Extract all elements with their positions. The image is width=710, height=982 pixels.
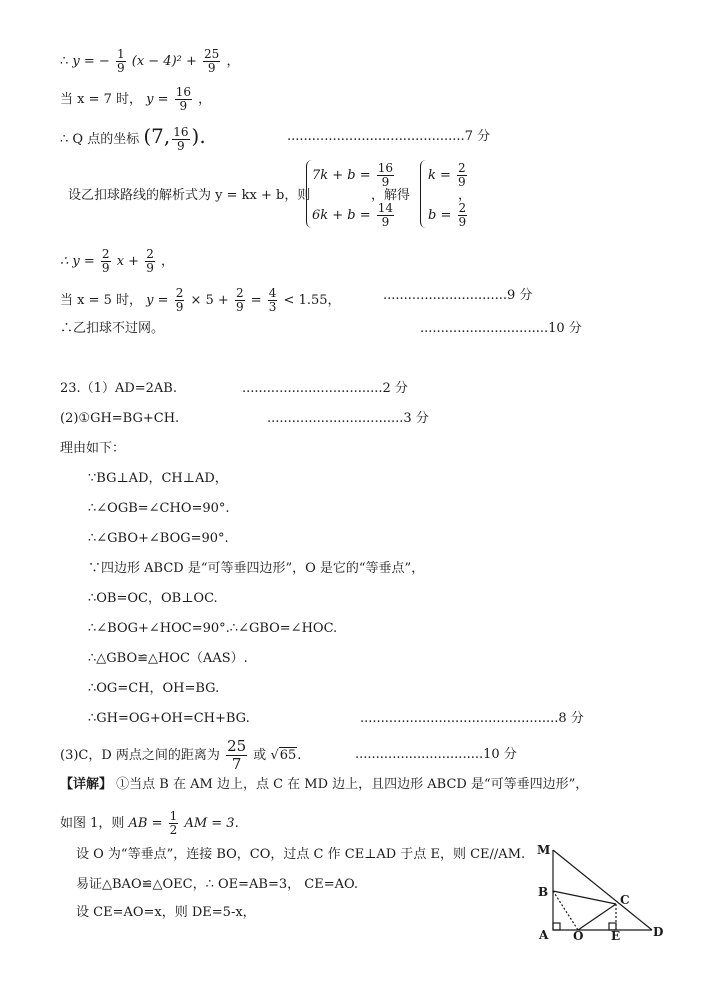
proof-step: ∴∠GBO+∠BOG=90°. [88,531,229,546]
system-eq-2: 6k + b = $\frac{14}{9}$ [312,201,394,229]
score-2: ..................................2 分 [242,381,408,396]
geometry-figure [528,838,678,942]
score-8: ................................................8 分 [360,711,584,726]
proof-step: ∴∠OGB=∠CHO=90°. [88,501,230,516]
let-line-2: 设 CE=AO=x，则 DE=5-x， [76,905,256,920]
label-M: M [537,843,551,857]
label-C: C [620,893,630,907]
q23-2: (2)①GH=BG+CH. [60,411,180,426]
let-line-1: 设 O 为“等垂点”，连接 BO，CO，过点 C 作 CE⊥AD 于点 E，则 CE//AM. [76,847,526,862]
q23-3: (3)C，D 两点之间的距离为 $\frac{25}{7}$ 或 √65. [60,737,302,773]
score-3: .................................3 分 [267,411,429,426]
system-eq-1: 7k + b = $\frac{16}{9}$ [312,161,394,189]
conclusion-line: ∴乙扣球不过网。 [60,321,165,336]
score-7: ...........................................7 分 [287,129,491,144]
label-E: E [611,929,621,942]
solution-k: k = $\frac{2}{9}$ [428,161,466,189]
solution-b: b = $\frac{2}{9}$ [428,201,467,229]
label-B: B [538,885,549,899]
solve-label: ，解得 [371,188,411,203]
score-9: ..............................9 分 [383,288,533,303]
proof-step: ∵四边形 ABCD 是“可等垂四边形”，O 是它的“等垂点”， [88,561,425,576]
score-10b: ...............................10 分 [355,747,517,762]
right-angle-A [553,923,560,930]
reason-label: 理由如下： [60,441,126,456]
score-10a: ...............................10 分 [420,321,582,336]
label-A: A [539,928,549,942]
solution-comma: ， [458,188,472,203]
proof-step: ∴OG=CH，OH=BG. [88,681,220,696]
q23-1: 23.（1）AD=2AB. [60,381,177,396]
brace-right [420,160,427,228]
eq-line-5: ∴ y = $\frac{2}{9}$ x + $\frac{2}{9}$ ， [60,247,174,275]
detail-line: 【详解】 ①当点 B 在 AM 边上，点 C 在 MD 边上，且四边形 ABCD 是“可等垂四边形”， [60,777,589,792]
eq-line-2: 当 x = 7 时， y = $\frac{16}{9}$ ， [60,85,212,113]
segment-MD [553,850,652,930]
segment-BO [553,891,578,930]
proof-step: ∴△GBO≌△HOC（AAS）. [88,651,248,666]
proof-step: ∴GH=OG+OH=CH+BG. [88,711,250,726]
proof-step: ∴∠BOG+∠HOC=90°.∴∠GBO=∠HOC. [88,621,338,636]
figure-line: 如图 1，则 AB = $\frac{1}{2}$ AM = 3. [60,809,239,837]
eq-line-3: ∴ Q 点的坐标 (7, $\frac{16}{9}$ ). [60,124,206,153]
eq-line-4-label: 设乙扣球路线的解析式为 y = kx + b，则 [68,188,311,203]
easy-line: 易证△BAO≌△OEC，∴ OE=AB=3， CE=AO. [76,877,359,892]
eq-line-1: ∴ y = − $\frac{1}{9}$ (x − 4)² + $\frac{25}{9}$ ， [60,47,240,75]
eq-line-6: 当 x = 5 时， y = $\frac{2}{9}$ × 5 + $\frac{2}{9}$ = $\frac{4}{3}$ < 1.55， [60,286,341,314]
label-O: O [573,929,584,942]
proof-step: ∴OB=OC，OB⊥OC. [88,591,218,606]
segment-CO [578,904,616,930]
proof-step: ∵BG⊥AD，CH⊥AD， [88,471,228,486]
label-D: D [653,925,664,939]
